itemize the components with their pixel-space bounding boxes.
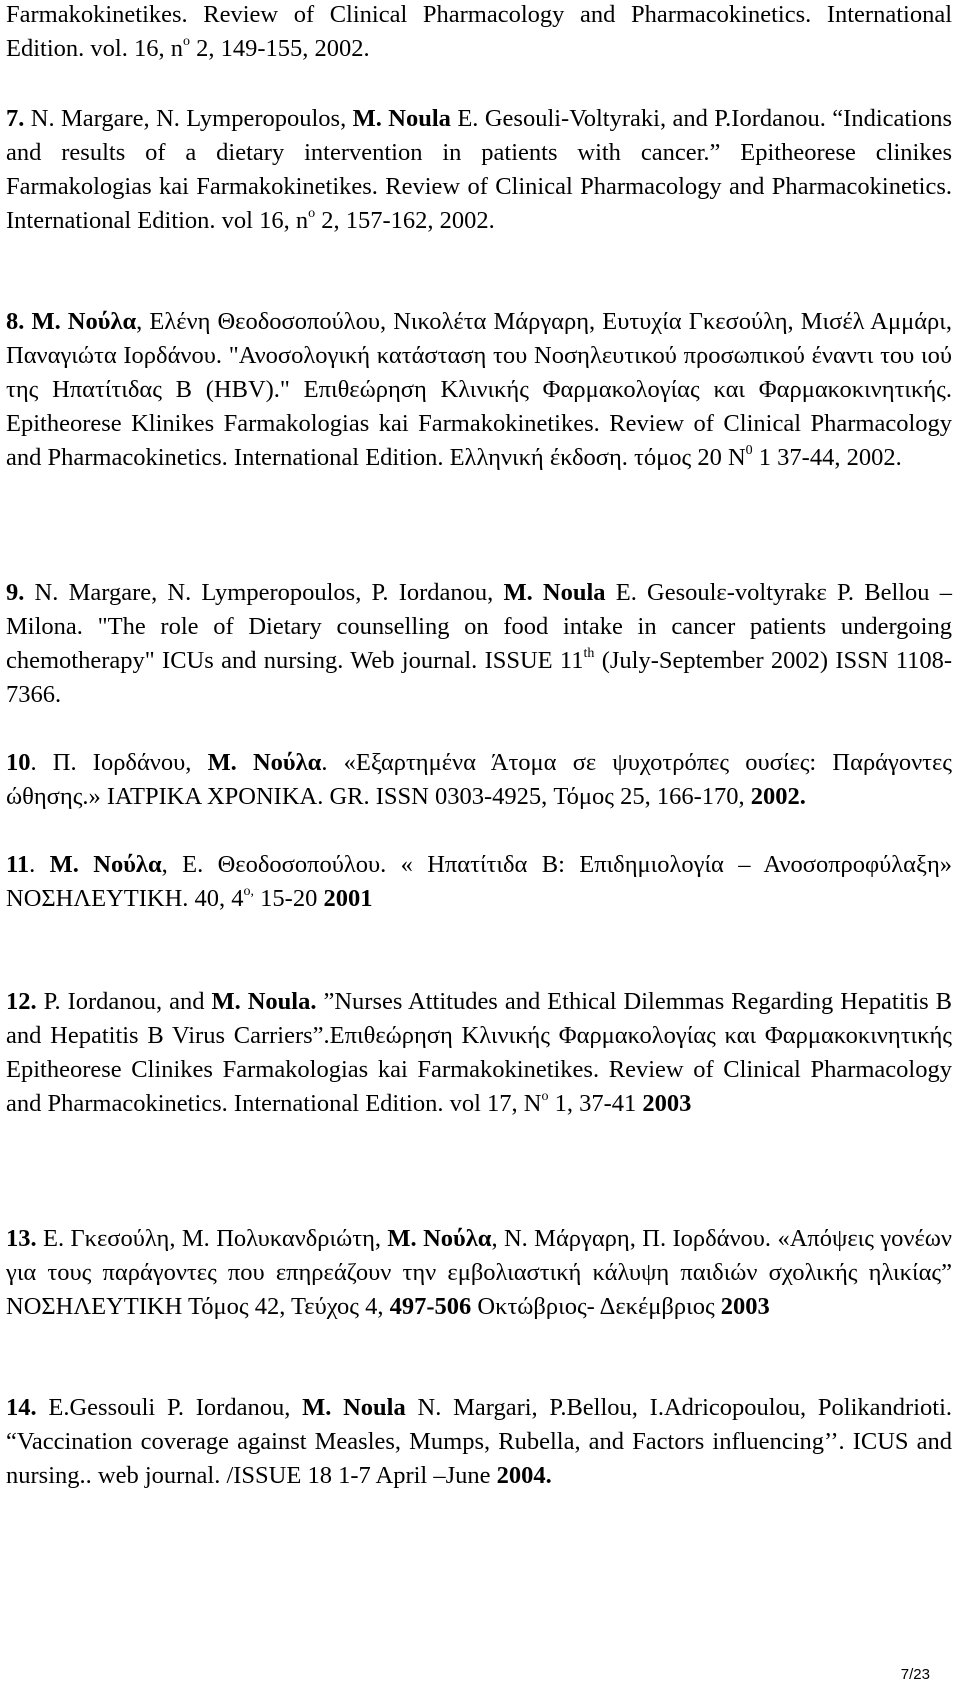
text-run: E. Gesouli-Voltyraki, and P.Iordanou. “Indications and results of a dietary intervention in patients with cancer.” Epitheorese clinikes Farmakologias kai Farmakokinetikes. Review of Clinical Pharmacology and Pharmacokinetics. International Edition. vol 16, n [6, 105, 953, 234]
text-run: . Π. Ιορδάνου, [30, 749, 208, 776]
reference-entry-7 [6, 102, 952, 238]
bold-text: Μ. Νούλα [207, 749, 322, 776]
reference-entry-10 [6, 746, 952, 814]
text-run: E. Gesoulε-voltyrakε P. Bellou –Milona. "The role of Dietary counselling on food intake in cancer patients undergoing chemotherapy" ICUs and nursing. Web journal. ISSUE 11 [6, 579, 952, 674]
page-number: 7/23 [900, 1666, 930, 1683]
bold-text: 2003 [642, 1090, 692, 1117]
bold-text: M. Noula [503, 579, 606, 606]
bold-text: 2003 [720, 1293, 770, 1320]
bold-text: 497-506 [389, 1293, 472, 1320]
reference-entry-continued [6, 0, 952, 66]
bold-text: Μ. Νούλα [49, 851, 162, 878]
bold-text: 8. Μ. Νούλα [6, 308, 137, 335]
superscript: o [182, 33, 190, 49]
bold-text: 10 [6, 749, 31, 776]
bold-text: 2004. [496, 1462, 552, 1489]
bold-text: 2002. [750, 783, 806, 810]
text-run: N. Margari, P.Bellou, I.Adricopoulou, Polikandrioti. “Vaccination coverage against Measles, Mumps, Rubella, and Factors influencing’’. ICUS and nursing.. web journal. /ISSUE 18 1-7 April –June [6, 1394, 953, 1489]
superscript: 0 [745, 442, 753, 458]
bold-text: 7. [6, 105, 25, 132]
text-run: 1 37-44, 2002. [752, 444, 902, 471]
bold-text: M. Noula [352, 105, 451, 132]
bold-text: 9. [6, 579, 25, 606]
text-run: 2, 157-162, 2002. [315, 207, 495, 234]
text-run: P. Iordanou, and [36, 988, 212, 1015]
reference-entry-8 [6, 305, 952, 475]
text-run: , Ε. Θεοδοσοπούλου. « Ηπατίτιδα Β: Επιδημιολογία – Ανοσοπροφύλαξη» ΝΟΣΗΛΕΥΤΙΚΗ. 40, 4 [6, 851, 953, 912]
reference-entry-14 [6, 1391, 952, 1493]
bold-text: 12. [6, 988, 37, 1015]
reference-entry-9 [6, 576, 952, 712]
bold-text: Μ. Νούλα [387, 1225, 492, 1252]
text-run: 15-20 [254, 885, 324, 912]
bold-text: 11 [6, 851, 30, 878]
bold-text: 13. [6, 1225, 37, 1252]
bold-text: 14. [6, 1394, 37, 1421]
text-run: Οκτώβριος- Δεκέμβριος [471, 1293, 721, 1320]
text-run: E.Gessouli P. Iordanou, [36, 1394, 303, 1421]
text-run: 1, 37-41 [548, 1090, 643, 1117]
superscript: th [583, 645, 595, 661]
text-run: 2, 149-155, 2002. [189, 35, 370, 62]
text-run: ”Nurses Attitudes and Ethical Dilemmas Regarding Hepatitis B and Hepatitis B Virus Carriers”.Επιθεώρηση Κλινικής Φαρμακολογίας και Φαρμακοκινητικής Epitheorese Clinikes Farmakologias kai Farmakokinetikes. Review of Clinical Pharmacology and Pharmacokinetics. International Edition. vol 17, N [6, 988, 953, 1117]
text-run: . [29, 851, 50, 878]
reference-entry-12 [6, 985, 952, 1121]
superscript: o [308, 205, 316, 221]
superscript: ο, [243, 883, 255, 899]
superscript: o [541, 1088, 549, 1104]
reference-entry-13 [6, 1222, 952, 1324]
text-run: N. Margare, N. Lymperopoulos, P. Iordanou, [24, 579, 504, 606]
text-run: . «Εξαρτημένα Άτομα σε ψυχοτρόπες ουσίες: Παράγοντες ώθησης.» ΙΑΤΡΙΚΑ ΧΡΟΝΙΚΑ. GR. ISSN 0303-4925, Τόμος 25, 166-170, [6, 749, 952, 810]
bold-text: 2001 [323, 885, 373, 912]
text-run: Farmakokinetikes. Review of Clinical Pharmacology and Pharmacokinetics. International Edition. vol. 16, n [6, 1, 952, 62]
bold-text: M. Noula [302, 1394, 406, 1421]
text-run: , Ν. Μάργαρη, Π. Ιορδάνου. «Απόψεις γονέων για τους παράγοντες που επηρεάζουν την εμβολιαστική κάλυψη παιδιών σχολικής ηλικίας” ΝΟΣΗΛΕΥΤΙΚΗ Τόμος 42, Τεύχος 4, [6, 1225, 952, 1320]
text-run: N. Margare, N. Lymperopoulos, [24, 105, 353, 132]
bold-text: M. Noula. [211, 988, 317, 1015]
reference-entry-11 [6, 848, 952, 916]
text-run: Ε. Γκεσούλη, Μ. Πολυκανδριώτη, [36, 1225, 388, 1252]
text-run: , Ελένη Θεοδοσοπούλου, Νικολέτα Μάργαρη, Ευτυχία Γκεσούλη, Μισέλ Αμμάρι, Παναγιώτα Ιορδάνου. "Ανοσολογική κατάσταση του Νοσηλευτικού προσωπικού έναντι του ιού της Ηπατίτιδας Β (HBV)." Επιθεώρηση Κλινικής Φαρμακολογίας και Φαρμακοκινητικής. Epitheorese Klinikes Farmakologias kai Farmakokinetikes. Review of Clinical Pharmacology and Pharmacokinetics. International Edition. Ελληνική έκδοση. τόμος 20 Ν [6, 308, 952, 471]
text-run: (July-September 2002) ISSN 1108-7366. [6, 647, 952, 708]
